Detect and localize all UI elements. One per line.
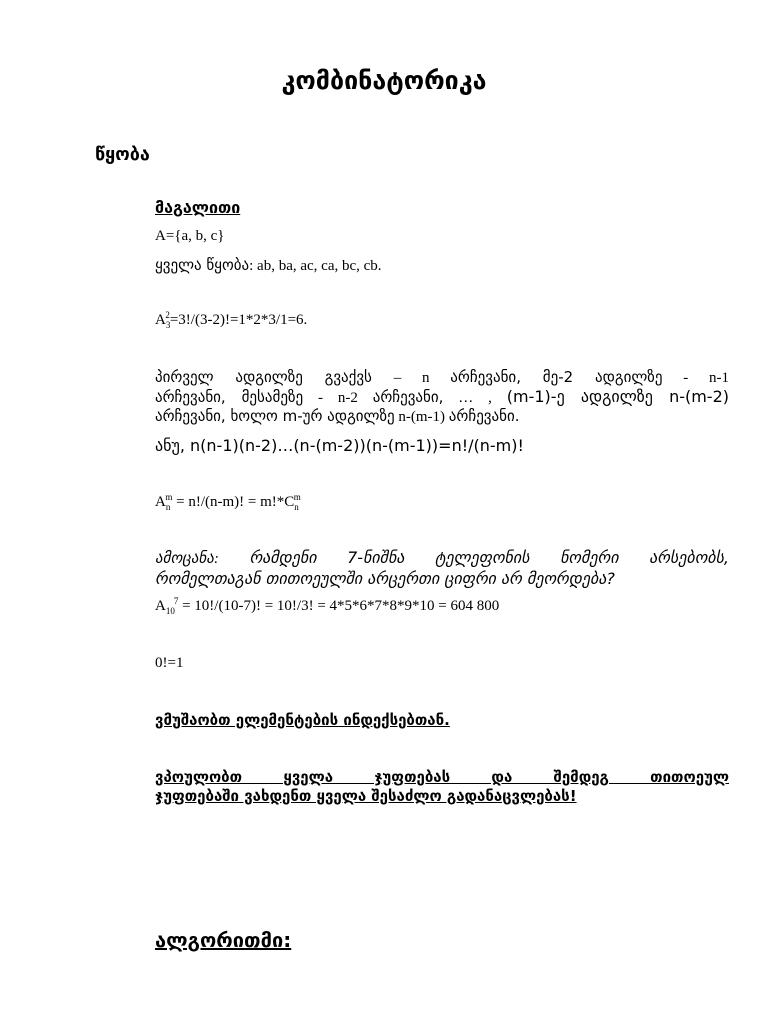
anm-c-sup: m [293,492,301,502]
para-part: არჩევანი, ხოლო m-ურ ადგილზე [155,407,395,425]
problem-line2: რომელთაგან თითოეულში არცერთი ციფრი არ მეორდება? [155,569,615,588]
a32-base: A [155,312,166,328]
paragraph-derivation-line3 [155,407,519,426]
anm-c-sub: n [294,502,299,512]
para-part: (m-1)-ე ადგილზე n-(m-2) [506,387,729,406]
combos-line1: ვპოულობთ ყველა ჯუფთებას და შემდეგ თითოეულ [155,768,729,786]
anm-a: A [155,494,166,510]
all-arrangements-value: : ab, ba, ac, ca, bc, cb. [249,258,382,274]
a32-formula [155,312,307,329]
a107-base: A [155,598,166,614]
para-part: - n-1 [662,370,729,386]
a32-sup: 2 [165,310,170,320]
anm-formula [155,494,301,511]
para-part: - n-2 [303,390,373,406]
para-part: არჩევანი. [448,407,520,425]
para-part: n-(m-1) [394,409,449,425]
para-part: არჩევანი, [372,388,444,406]
algorithm-heading: ალგორითმი: [155,928,292,952]
para-part: … , [443,390,507,406]
para-part: არჩევანი, მე-2 ადგილზე [450,368,663,386]
set-definition: A={a, b, c} [155,228,225,244]
paragraph-derivation-line2 [155,387,729,408]
anm-a-sub: n [165,502,171,512]
a32-rest: =3!/(3-2)!=1*2*3/1=6. [169,312,308,328]
para-part: პირველ ადგილზე გვაქვს [155,368,394,386]
problem-line1 [155,548,729,569]
page-title: კომბინატორიკა [281,66,487,95]
a107-rest: = 10!/(10-7)! = 10!/3! = 4*5*6*7*8*9*10 = 604 800 [178,598,500,614]
problem-colon: : [213,551,219,567]
a107-sub: 10 [165,606,175,616]
combos-line2: ჯუფთებაში ვახდენთ ყველა შესაძლო გადანაცვლებას! [155,787,577,805]
problem-text1: რამდენი 7-ნიშნა ტელეფონის ნომერი არსებობს, [218,548,729,567]
example-heading: მაგალითი [155,198,241,217]
paragraph-derivation [155,368,729,388]
formula-line: ანუ, n(n-1)(n-2)…(n-(m-2))(n-(m-1))=n!/(n-m)! [155,436,524,455]
all-arrangements-label: ყველა წყობა [155,256,250,274]
para-part: არჩევანი, მესამეზე [155,388,304,406]
section-heading: წყობა [95,144,150,165]
anm-middle: = n!/(n-m)! = m!*C [172,494,295,510]
indices-line: ვმუშაობთ ელემენტების ინდექსებთან. [155,711,450,729]
anm-a-sup: m [165,492,173,502]
problem-label: ამოცანა [155,549,214,567]
a107-formula [155,598,499,615]
a107-sup: 7 [173,596,179,606]
zero-factorial: 0!=1 [155,655,184,671]
a32-sub: 3 [165,320,171,330]
all-arrangements-line [155,256,382,275]
para-part: – n [393,370,451,386]
